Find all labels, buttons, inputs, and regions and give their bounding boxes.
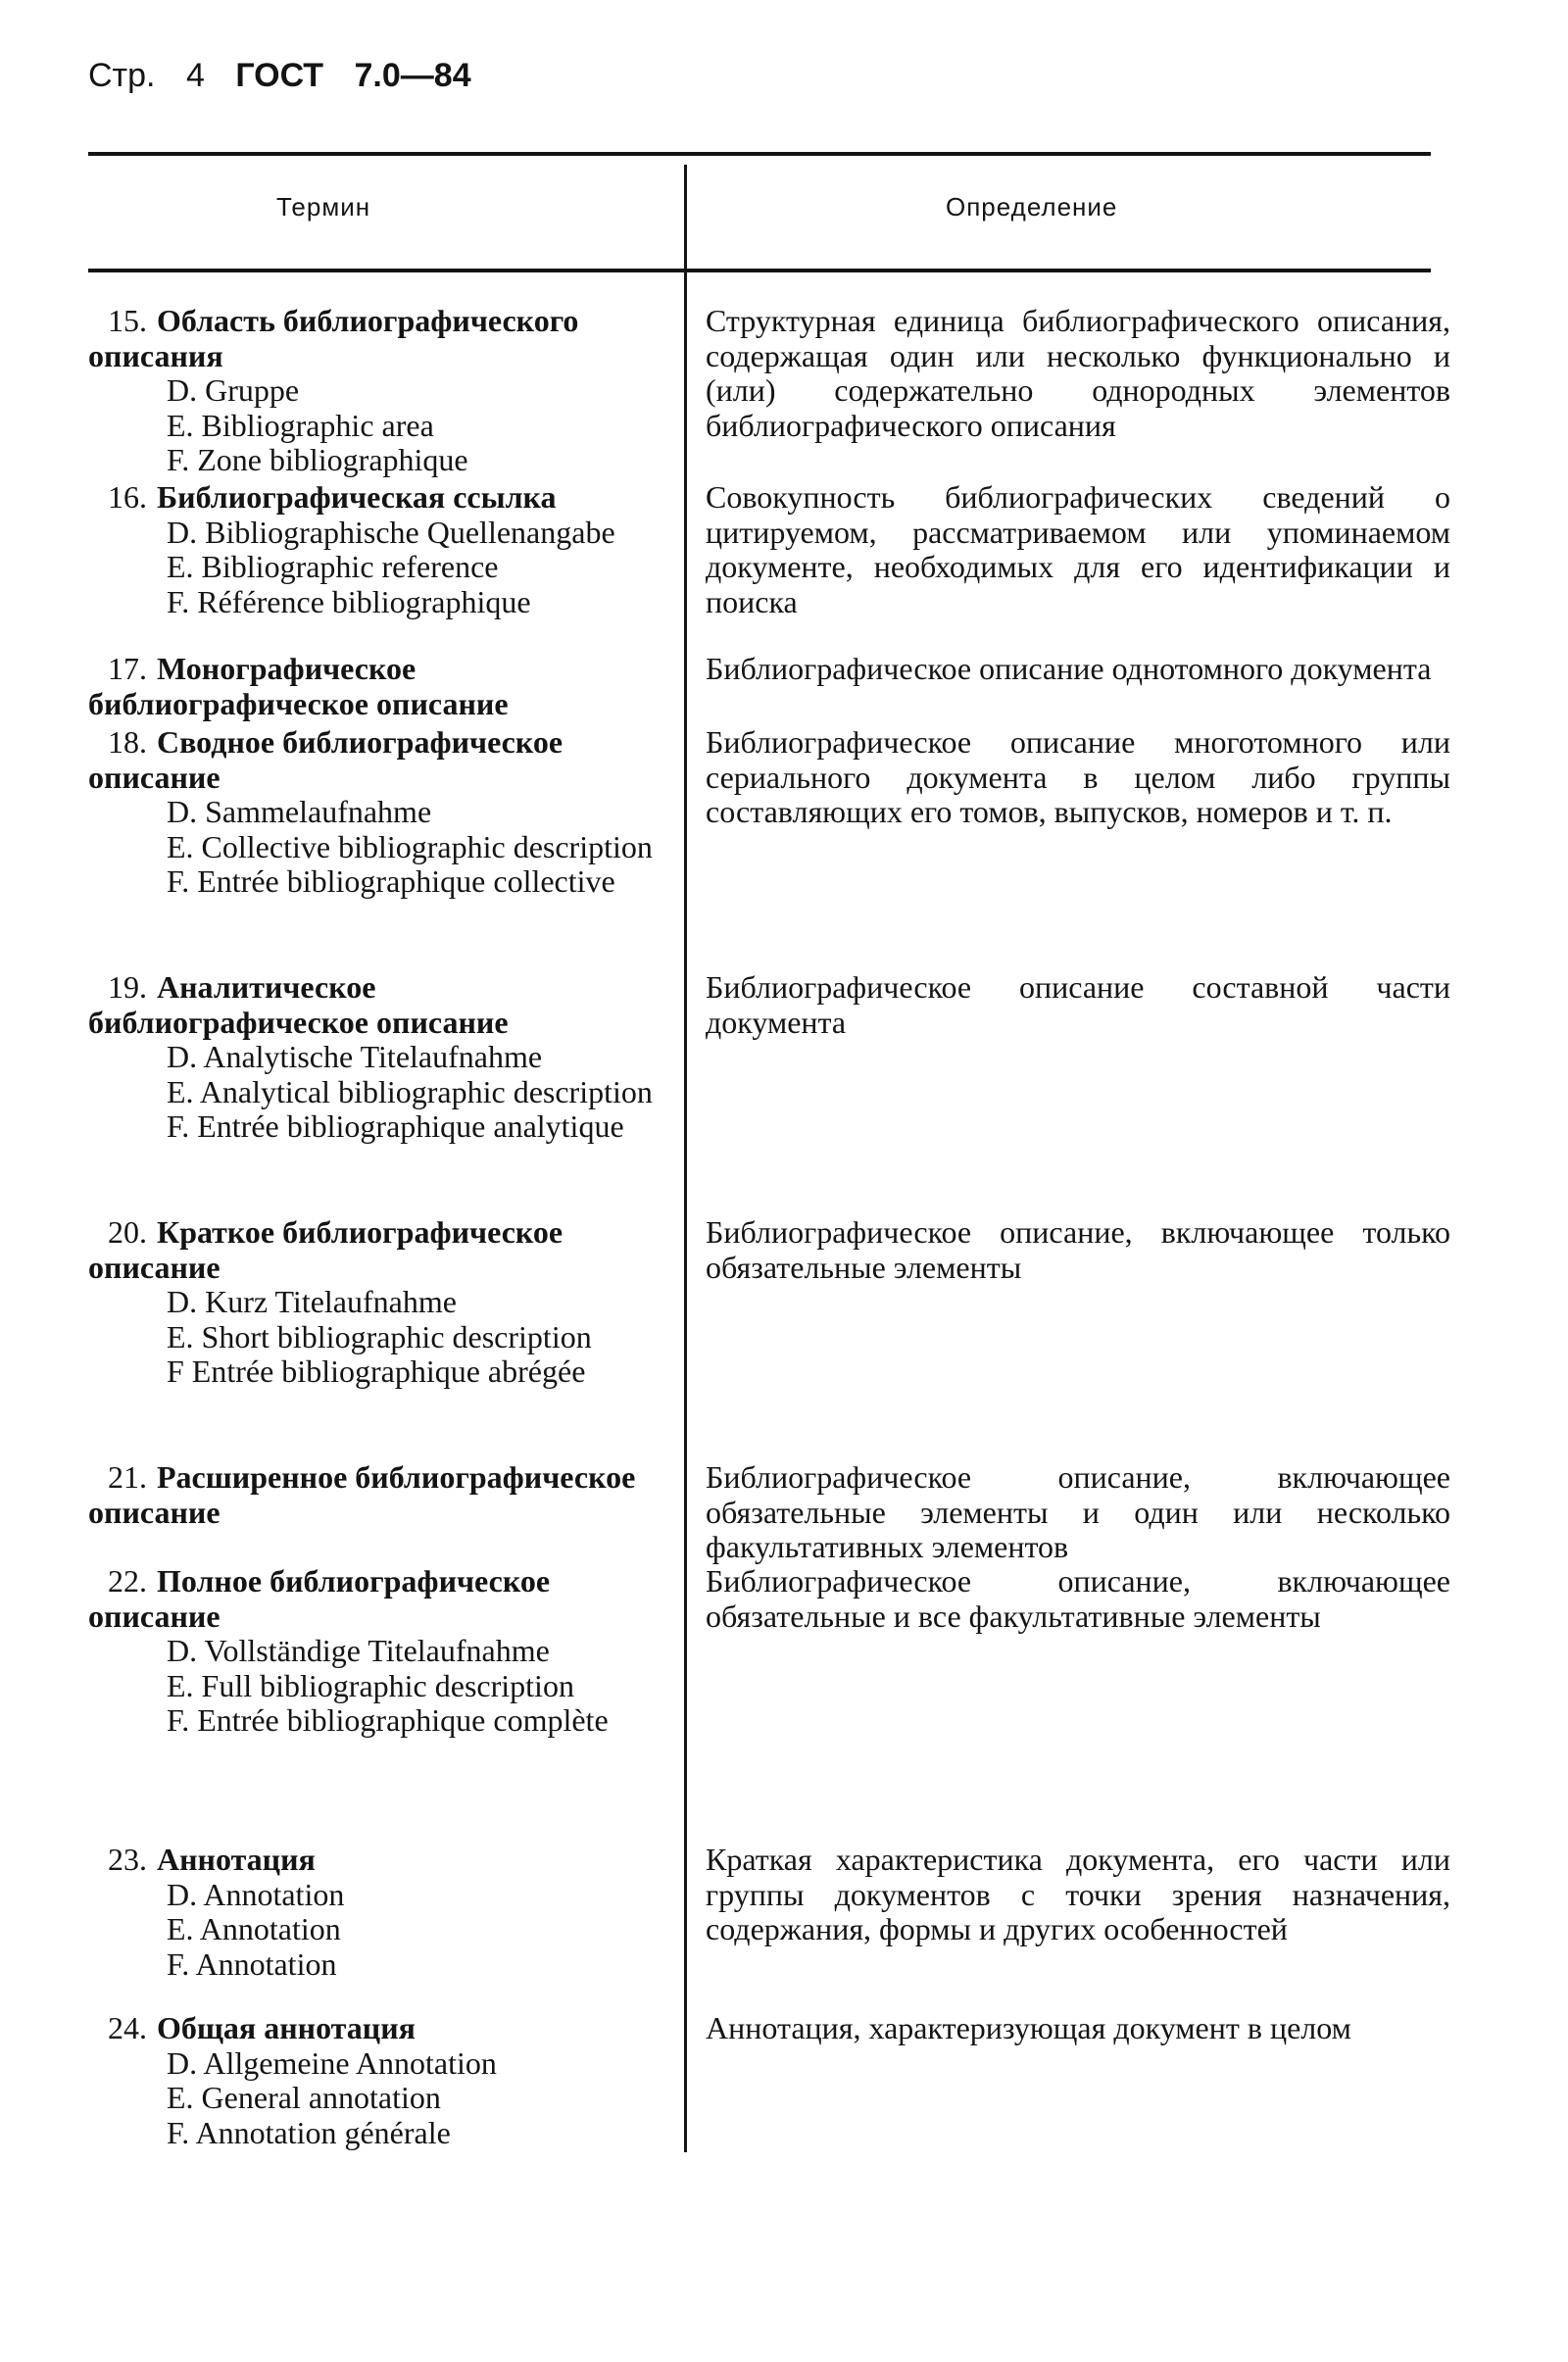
page-header <box>88 57 493 95</box>
standard-code: 7.0—84 <box>354 57 471 94</box>
term-definition: Структурная единица библиографического описания, содержащая один или несколько функционально и (или) содержательно однородных элементов библиографического описания <box>706 303 1450 443</box>
term-name: Общая аннотация <box>157 2010 416 2045</box>
term-equivalent: D. Kurz Titelaufnahme <box>167 1284 457 1319</box>
standard-name: ГОСТ <box>235 57 324 94</box>
term-equivalent: D. Allgemeine Annotation <box>167 2044 497 2081</box>
term-equivalent: F. Entrée bibliographique collective <box>167 863 615 899</box>
term-name: Сводное библиографическое описание <box>88 724 564 795</box>
column-header-definition: Определение <box>946 192 1118 221</box>
term-equivalent: F. Référence bibliographique <box>167 583 531 619</box>
term-number: 21. <box>108 1459 147 1495</box>
term-name: Аннотация <box>157 1842 316 1877</box>
term-equivalent: D. Vollständige Titelaufnahme <box>167 1633 550 1668</box>
term-equivalent: D. Bibliographische Quellenangabe <box>167 514 615 550</box>
term-equivalent: F. Annotation <box>167 1945 337 1982</box>
term-name: Полное библиографическое описание <box>88 1563 551 1634</box>
term-definition: Библиографическое описание, включающее только обязательные элементы <box>706 1214 1450 1285</box>
term-number: 22. <box>108 1563 147 1599</box>
term-equivalent: E. Annotation <box>167 1911 341 1946</box>
term-equivalent: E. Collective bibliographic description <box>167 828 653 864</box>
term-name: Библиографическая ссылка <box>157 479 557 515</box>
term-definition: Совокупность библиографических сведений о цитируемом, рассматриваемом или упоминаемом документе, необходимых для его идентификации и поиска <box>706 479 1450 619</box>
term-equivalent: F. Annotation générale <box>167 2114 451 2150</box>
term-cell <box>88 1843 662 1982</box>
term-number: 18. <box>108 724 147 760</box>
term-name: Область библиографического описания <box>88 303 579 373</box>
term-definition: Библиографическое описание составной части документа <box>706 969 1450 1040</box>
term-number: 19. <box>108 969 147 1005</box>
term-cell <box>88 480 662 619</box>
term-name: Расширенное библиографическое описание <box>88 1459 636 1530</box>
term-cell <box>88 1460 662 1530</box>
term-number: 24. <box>108 2010 147 2045</box>
term-cell <box>88 725 662 900</box>
term-cell <box>88 2011 662 2150</box>
term-equivalent: D. Gruppe <box>167 372 300 408</box>
header-rule <box>88 269 1431 272</box>
page-label: Стр. <box>88 57 156 94</box>
term-definition: Библиографическое описание однотомного документа <box>706 651 1432 686</box>
term-equivalent: E. Bibliographic reference <box>167 549 499 584</box>
page-number: 4 <box>185 57 205 94</box>
term-cell <box>88 970 662 1145</box>
term-equivalent: E. Short bibliographic description <box>167 1318 592 1354</box>
term-cell <box>88 1564 662 1739</box>
term-cell <box>88 652 662 721</box>
term-number: 20. <box>108 1214 147 1250</box>
term-number: 15. <box>108 303 147 338</box>
term-equivalent: E. Bibliographic area <box>167 407 434 443</box>
term-definition: Библиографическое описание, включающее обязательные и все факультативные элементы <box>706 1563 1450 1634</box>
column-header-term: Термин <box>276 192 371 221</box>
term-number: 23. <box>108 1842 147 1877</box>
term-definition: Аннотация, характеризующая документ в целом <box>706 2010 1351 2045</box>
term-equivalent: E. Analytical bibliographic description <box>167 1073 653 1109</box>
column-divider <box>684 165 687 2152</box>
term-definition: Библиографическое описание, включающее обязательные элементы и один или несколько факультативных элементов <box>706 1459 1450 1564</box>
top-rule <box>88 152 1431 156</box>
term-definition: Краткая характеристика документа, его части или группы документов с точки зрения назначения, содержания, формы и других особенностей <box>706 1842 1450 1946</box>
term-name: Аналитическое библиографическое описание <box>88 969 509 1040</box>
term-equivalent: F. Zone bibliographique <box>167 442 468 477</box>
term-number: 17. <box>108 651 147 686</box>
term-equivalent: D. Analytische Titelaufnahme <box>167 1039 543 1074</box>
term-cell <box>88 304 662 478</box>
term-equivalent: F. Entrée bibliographique analytique <box>167 1108 624 1144</box>
term-cell <box>88 1215 662 1390</box>
term-equivalent: D. Annotation <box>167 1876 345 1912</box>
term-name: Краткое библиографическое описание <box>88 1214 564 1285</box>
term-definition: Библиографическое описание многотомного или сериального документа в целом либо группы составляющих его томов, выпусков, номеров и т. п. <box>706 724 1450 829</box>
term-equivalent: D. Sammelaufnahme <box>167 794 432 829</box>
term-equivalent: F. Entrée bibliographique complète <box>167 1702 609 1738</box>
term-equivalent: E. Full bibliographic description <box>167 1667 574 1703</box>
term-equivalent: F Entrée bibliographique abrégée <box>167 1353 586 1389</box>
term-name: Монографическое библиографическое описание <box>88 651 509 721</box>
term-equivalent: E. General annotation <box>167 2080 441 2115</box>
term-number: 16. <box>108 479 147 515</box>
